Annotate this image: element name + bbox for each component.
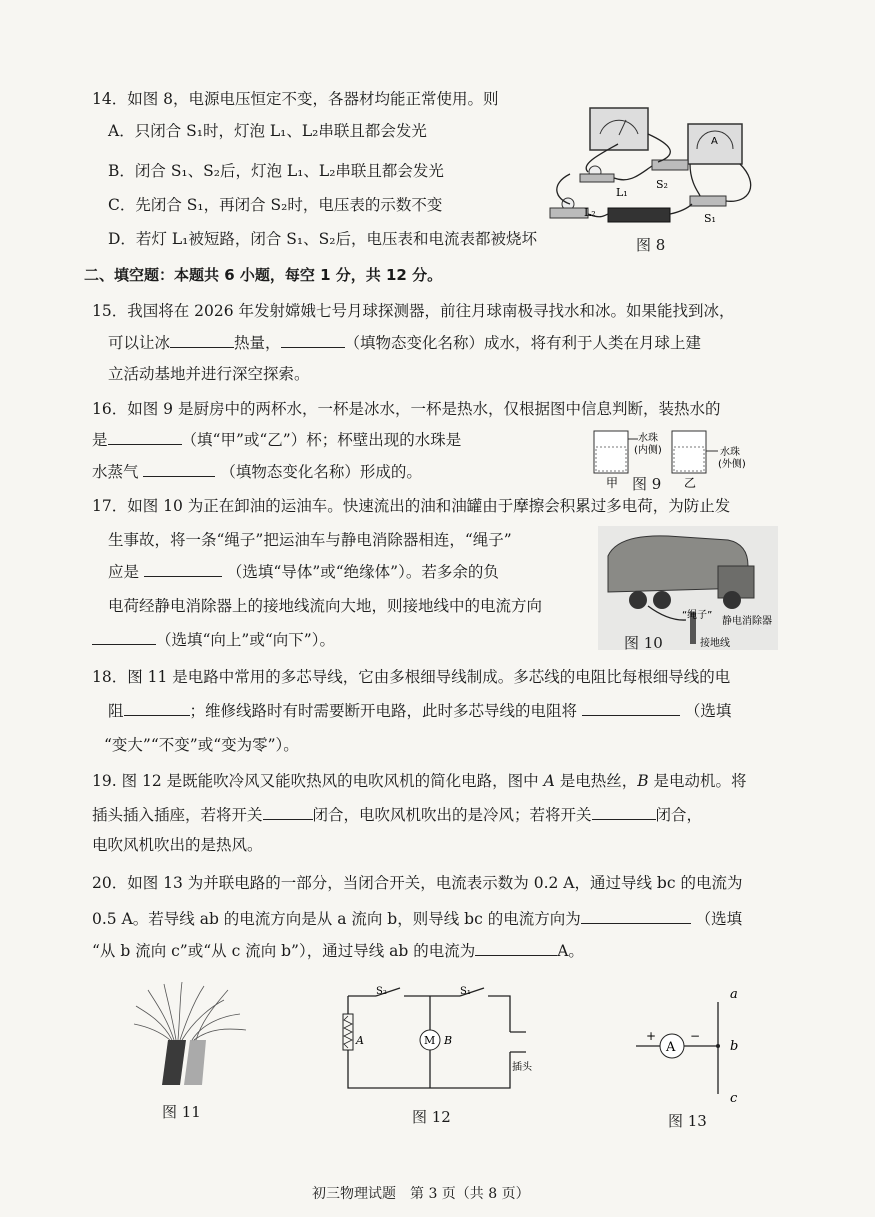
figure-8-caption: 图 8 (636, 236, 666, 254)
q14-option-c: C．先闭合 S₁，再闭合 S₂时，电压表的示数不变 (108, 196, 443, 214)
q17-line-1: 17．如图 10 为正在卸油的运油车。快速流出的油和油罐由于摩擦会积累过多电荷，为防止发 (92, 497, 731, 515)
fig13-minus-label: − (690, 1029, 701, 1043)
figure-9-cups (590, 427, 780, 489)
q20-text-c: “从 b 流向 c”或“从 c 流向 b”），通过导线 ab 的电流为 (92, 942, 476, 960)
q17-text-a: 应是 (108, 563, 140, 581)
fig12-plug-label: 插头 (512, 1062, 532, 1073)
fig9-label-inner: 水珠 (638, 433, 658, 444)
q20-line-3 (92, 941, 584, 961)
q17-blank-1[interactable] (144, 562, 222, 577)
figure-12-circuit (330, 986, 540, 1098)
svg-text:(外侧): (外侧) (718, 459, 746, 470)
fig13-b-label: b (730, 1039, 739, 1054)
fig10-eliminator-label: 静电消除器 (722, 616, 772, 627)
fig13-c-label: c (730, 1091, 738, 1104)
q14-option-a: A．只闭合 S₁时，灯泡 L₁、L₂串联且都会发光 (108, 122, 427, 140)
fig12-s2-label: S₂ (376, 986, 387, 997)
q18-line-3: “变大”“不变”或“变为零”）。 (104, 736, 299, 754)
q19-line-1 (92, 771, 747, 791)
fig9-label-outer: 水珠 (720, 447, 740, 458)
q20-text-a: 0.5 A。若导线 ab 的电流方向是从 a 流向 b，则导线 bc 的电流方向为 (92, 910, 581, 928)
switch-s1-icon (690, 196, 726, 206)
fig9-label-jia: 甲 (606, 476, 619, 489)
figure-9-caption: 图 9 (632, 475, 662, 493)
q17-line-3 (108, 562, 499, 582)
q14-option-b: B．闭合 S₁、S₂后，灯泡 L₁、L₂串联且都会发光 (108, 162, 444, 180)
fig8-l1-label: L₁ (616, 186, 628, 199)
q15-blank-1[interactable] (170, 333, 234, 348)
fig10-ground-label: 接地线 (700, 638, 730, 649)
battery-icon (608, 208, 670, 222)
fig12-a-label: A (356, 1034, 364, 1047)
q19-var-a: A (543, 772, 555, 790)
q19-text-d: 插头插入插座，若将开关 (92, 806, 263, 824)
q19-text-f: 闭合， (655, 806, 703, 824)
q20-text-b: （选填 (695, 910, 743, 928)
q18-text-b: ；维修线路时有时需要断开电路，此时多芯导线的电阻将 (189, 702, 578, 720)
fig12-motor-symbol: M (424, 1034, 436, 1047)
cup-yi-icon (672, 431, 706, 473)
fig8-s2-label: S₂ (656, 178, 668, 191)
page-footer: 初三物理试题 第 3 页（共 8 页） (312, 1186, 530, 1202)
q17-line-4: 电荷经静电消除器上的接地线流向大地，则接地线中的电流方向 (108, 597, 543, 615)
q19-blank-1[interactable] (263, 805, 313, 820)
figure-11-multicore-wire (132, 980, 250, 1090)
q14-option-d: D．若灯 L₁被短路，闭合 S₁、S₂后，电压表和电流表都被烧坏 (108, 230, 537, 248)
q20-blank-2[interactable] (475, 941, 557, 956)
q15-text-b: 热量， (234, 334, 281, 352)
q18-text-a: 阻 (108, 702, 124, 720)
fig10-rope-label: “绳子” (682, 610, 713, 621)
q16-text-b: （填“甲”或“乙”）杯；杯壁出现的水珠是 (181, 431, 462, 449)
q17-text-b: （选填“导体”或“绝缘体”）。若多余的负 (226, 563, 499, 581)
q18-blank-1[interactable] (124, 701, 190, 716)
q16-text-d: （填物态变化名称）形成的。 (220, 463, 422, 481)
q15-text-c: （填物态变化名称）成水，将有利于人类在月球上建 (344, 334, 702, 352)
figure-12-caption: 图 12 (412, 1108, 451, 1126)
q17-text-c: （选填“向上”或“向下”）。 (156, 631, 335, 649)
q19-text-c: 是电动机。将 (648, 772, 747, 790)
figure-8-circuit (540, 104, 780, 236)
q18-text-c: （选填 (684, 702, 732, 720)
q16-line-2 (92, 430, 461, 450)
q19-line-3: 电吹风机吹出的是热风。 (92, 836, 263, 854)
q19-text-e: 闭合，电吹风机吹出的是冷风；若将开关 (312, 806, 592, 824)
fig13-ammeter-symbol: A (666, 1040, 676, 1055)
fig8-l2-label: L₂ (584, 206, 596, 219)
q18-blank-2[interactable] (582, 701, 680, 716)
q16-blank-2[interactable] (143, 462, 215, 477)
switch-s2-icon (652, 160, 688, 170)
q19-line-2 (92, 805, 702, 825)
q19-blank-2[interactable] (592, 805, 656, 820)
q19-text-a: 19. 图 12 是既能吹冷风又能吹热风的电吹风机的简化电路，图中 (92, 772, 544, 790)
wire-insulation-icon (162, 1040, 186, 1085)
q17-line-5 (92, 630, 335, 650)
q15-line-2 (108, 333, 701, 353)
q16-line-3 (92, 462, 422, 482)
cup-jia-icon (594, 431, 628, 473)
q20-line-1: 20．如图 13 为并联电路的一部分，当闭合开关，电流表示数为 0.2 A，通过导线 bc 的电流为 (92, 874, 743, 892)
q16-text-c: 水蒸气 (92, 463, 139, 481)
figure-13-caption: 图 13 (668, 1112, 707, 1130)
fig8-ammeter-label: A (711, 136, 718, 147)
q18-line-1: 18．图 11 是电路中常用的多芯导线，它由多根细导线制成。多芯线的电阻比每根细导线的电 (92, 668, 731, 686)
fig9-label-yi: 乙 (684, 476, 697, 489)
figure-10-caption: 图 10 (624, 634, 663, 652)
q20-line-2 (92, 909, 742, 929)
q19-text-b: 是电热丝， (554, 772, 638, 790)
q16-line-1: 16．如图 9 是厨房中的两杯水，一杯是冰水，一杯是热水，仅根据图中信息判断，装热水的 (92, 400, 721, 418)
q20-blank-1[interactable] (581, 909, 691, 924)
q15-blank-2[interactable] (281, 333, 345, 348)
q15-line-1: 15．我国将在 2026 年发射嫦娥七号月球探测器，前往月球南极寻找水和冰。如果能找到冰， (92, 302, 735, 320)
section-2-title: 二、填空题：本题共 6 小题，每空 1 分，共 12 分。 (84, 266, 443, 284)
figure-13-circuit (632, 984, 752, 1104)
q15-text-a: 可以让冰 (108, 334, 171, 352)
q19-var-b: B (637, 772, 649, 790)
fig13-plus-label: + (646, 1029, 657, 1043)
fig12-s1-label: S₁ (460, 986, 471, 997)
q18-line-2 (108, 701, 731, 721)
q20-text-d: A。 (557, 942, 584, 960)
q16-text-a: 是 (92, 431, 108, 449)
svg-text:(内侧): (内侧) (634, 445, 662, 456)
q15-line-3: 立活动基地并进行深空探索。 (108, 365, 310, 383)
q14-stem: 14．如图 8，电源电压恒定不变，各器材均能正常使用。则 (92, 90, 499, 108)
fig12-b-label: B (444, 1034, 453, 1047)
voltmeter-icon (590, 108, 648, 150)
fig13-a-label: a (730, 987, 738, 1002)
fig8-s1-label: S₁ (704, 212, 716, 225)
q17-blank-2[interactable] (92, 630, 156, 645)
q17-line-2: 生事故，将一条“绳子”把运油车与静电消除器相连，“绳子” (108, 531, 512, 549)
q16-blank-1[interactable] (108, 430, 182, 445)
figure-11-caption: 图 11 (162, 1103, 201, 1121)
